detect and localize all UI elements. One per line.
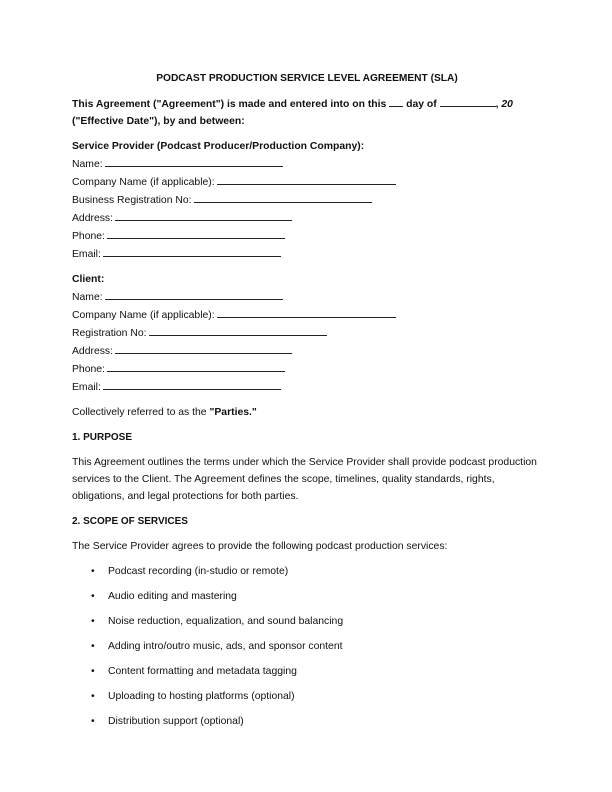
field-label: Name: [72, 159, 103, 170]
blank-line [217, 173, 396, 185]
collective-text: Collectively referred to as the [72, 407, 207, 418]
client-address-field [72, 342, 542, 360]
bullet-icon: • [91, 641, 95, 652]
bullet-icon: • [91, 616, 95, 627]
intro-day-word: day of [406, 99, 437, 110]
field-label: Company Name (if applicable): [72, 177, 215, 188]
bullet-icon: • [91, 691, 95, 702]
blank-line [149, 324, 327, 336]
provider-registration-field [72, 191, 542, 209]
blank-line [115, 342, 292, 354]
provider-company-field [72, 173, 542, 191]
provider-heading: Service Provider (Podcast Producer/Production Company): [72, 141, 365, 152]
client-email-field [72, 378, 542, 396]
document-title: PODCAST PRODUCTION SERVICE LEVEL AGREEMENT (SLA) [156, 73, 458, 84]
service-label: Content formatting and metadata tagging [108, 666, 297, 677]
services-list [72, 563, 542, 738]
field-label: Company Name (if applicable): [72, 310, 215, 321]
client-registration-field [72, 324, 542, 342]
day-blank [389, 95, 403, 107]
blank-line [115, 209, 292, 221]
field-label: Name: [72, 292, 103, 303]
service-label: Audio editing and mastering [108, 591, 237, 602]
list-item [72, 713, 542, 738]
parties-term: "Parties." [209, 407, 257, 418]
list-item [72, 663, 542, 688]
field-label: Phone: [72, 364, 105, 375]
blank-line [103, 378, 281, 390]
provider-email-field [72, 245, 542, 263]
bullet-icon: • [91, 591, 95, 602]
field-label: Registration No: [72, 328, 147, 339]
blank-line [107, 360, 285, 372]
purpose-text: This Agreement outlines the terms under which the Service Provider shall provide podcast production services to the Client. The Agreement defines the scope, timelines, quality standards, rights, obligations, and legal protections for both parties. [72, 457, 537, 502]
provider-phone-field [72, 227, 542, 245]
bullet-icon: • [91, 716, 95, 727]
service-label: Uploading to hosting platforms (optional) [108, 691, 295, 702]
field-label: Email: [72, 382, 101, 393]
purpose-heading: 1. PURPOSE [72, 432, 133, 443]
client-phone-field [72, 360, 542, 378]
field-label: Phone: [72, 231, 105, 242]
collective-statement [72, 404, 542, 421]
provider-name-field [72, 155, 542, 173]
blank-line [105, 288, 283, 300]
service-label: Distribution support (optional) [108, 716, 244, 727]
month-blank [440, 95, 496, 107]
blank-line [103, 245, 281, 257]
list-item [72, 613, 542, 638]
client-heading: Client: [72, 274, 105, 285]
intro-year: 20 [501, 99, 513, 110]
service-label: Noise reduction, equalization, and sound balancing [108, 616, 344, 627]
list-item [72, 563, 542, 588]
service-label: Adding intro/outro music, ads, and sponsor content [108, 641, 343, 652]
blank-line [194, 191, 372, 203]
blank-line [217, 306, 396, 318]
intro-suffix: ("Effective Date"), by and between: [72, 116, 245, 127]
blank-line [107, 227, 285, 239]
scope-heading: 2. SCOPE OF SERVICES [72, 516, 188, 527]
field-label: Email: [72, 249, 101, 260]
bullet-icon: • [91, 666, 95, 677]
intro-prefix: This Agreement ("Agreement") is made and entered into on this [72, 99, 387, 110]
document-page [72, 70, 542, 738]
list-item [72, 588, 542, 613]
list-item [72, 688, 542, 713]
field-label: Address: [72, 213, 114, 224]
scope-text: The Service Provider agrees to provide the following podcast production services: [72, 541, 448, 552]
provider-address-field [72, 209, 542, 227]
field-label: Address: [72, 346, 114, 357]
service-label: Podcast recording (in-studio or remote) [108, 566, 289, 577]
field-label: Business Registration No: [72, 195, 192, 206]
client-name-field [72, 288, 542, 306]
agreement-intro: This Agreement ("Agreement") is made and entered into on this day of , 20 ("Effective Date"), by and between: [72, 95, 542, 130]
client-company-field [72, 306, 542, 324]
bullet-icon: • [91, 566, 95, 577]
list-item [72, 638, 542, 663]
blank-line [105, 155, 283, 167]
